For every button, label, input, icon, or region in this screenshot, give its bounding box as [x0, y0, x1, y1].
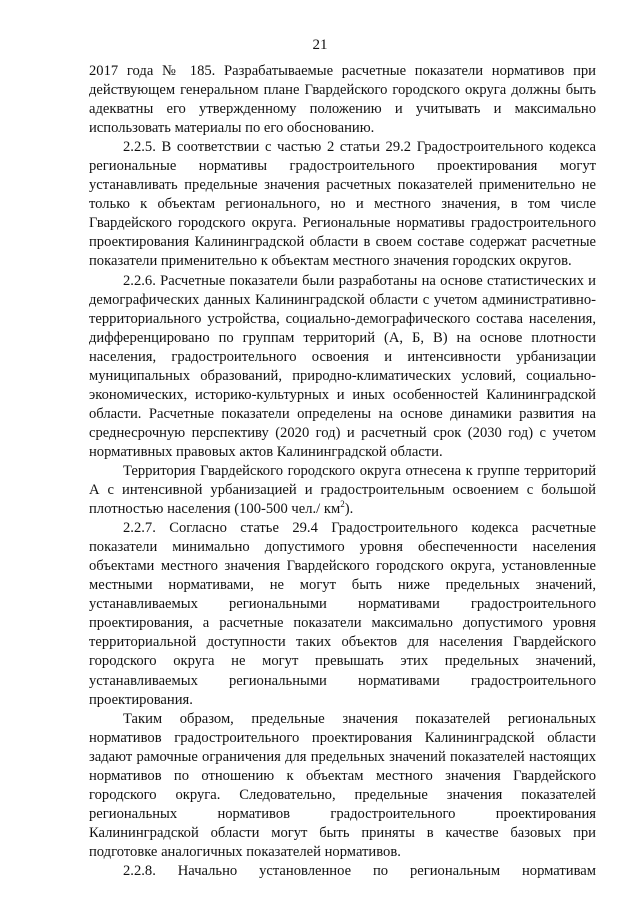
document-body [89, 62, 596, 881]
page-number: 21 [312, 37, 328, 53]
paragraph-2-2-7: 2.2.7. Согласно статье 29.4 Градостроительного кодекса расчетные показатели минимально допустимого уровня обеспеченности населения объектами местного значения Гвардейского городского округа, установленные местными нормативами, не могут быть ниже предельных значений, устанавливаемых региональными нормативами градостроительного проектирования, а расчетные показатели максимально допустимого уровня территориальной доступности таких объектов для населения Гвардейского городского округа не могут превышать этих предельных значений, устанавливаемых региональными нормативами градостроительного проектирования. [89, 520, 596, 708]
paragraph-2-2-5: 2.2.5. В соответствии с частью 2 статьи 29.2 Градостроительного кодекса региональные нормативы градостроительного проектирования могут устанавливать предельные значения расчетных показателей применительно не только к объектам регионального, но и местного значения, в том числе Гвардейского городского округа. Региональные нормативы градостроительного проектирования Калининградской области в своем составе содержат расчетные показатели применительно к объектам местного значения городских округов. [89, 139, 596, 270]
density-suffix: ). [344, 501, 354, 518]
density-superscript: 2 [340, 499, 345, 510]
paragraph-conclusion: Таким образом, предельные значения показателей региональных нормативов градостроительного проектирования Калининградской области задают рамочные ограничения для предельных значений показателей настоящих нормативов по отношению к объектам местного значения Гвардейского городского округа. Следовательно, предельные значения показателей региональных нормативов градостроительного проектирования Калининградской области могут быть приняты в качестве базовых при подготовке аналогичных показателей нормативов. [89, 710, 596, 860]
paragraph-continuation: 2017 года № 185. Разрабатываемые расчетные показатели нормативов при действующем генеральном плане Гвардейского городского округа должны быть адекватны его утвержденному положению и учитывать и максимально использовать материалы по его обоснованию. [89, 63, 596, 137]
paragraph-territory-group [89, 462, 596, 519]
paragraph-2-2-8: 2.2.8. Начально установленное по региональным нормативам [123, 862, 596, 879]
territory-group-text: Территория Гвардейского городского округа отнесена к группе территорий А с интенсивной урбанизацией и градостроительным освоением с большой плотностью населения (100-500 чел./ км [89, 462, 596, 518]
paragraph-2-2-6: 2.2.6. Расчетные показатели были разработаны на основе статистических и демографических данных Калининградской области с учетом административно-территориального устройства, социально-демографического состава населения, дифференцировано по группам территорий (А, Б, В) на основе плотности населения, градостроительного освоения и интенсивности урбанизации муниципальных образований, природно-климатических условий, социально-экономических, историко-культурных и иных особенностей Калининградской области. Расчетные показатели определены на основе динамики развития на среднесрочную перспективу (2020 год) и расчетный срок (2030 год) с учетом нормативных правовых актов Калининградской области. [89, 272, 596, 460]
